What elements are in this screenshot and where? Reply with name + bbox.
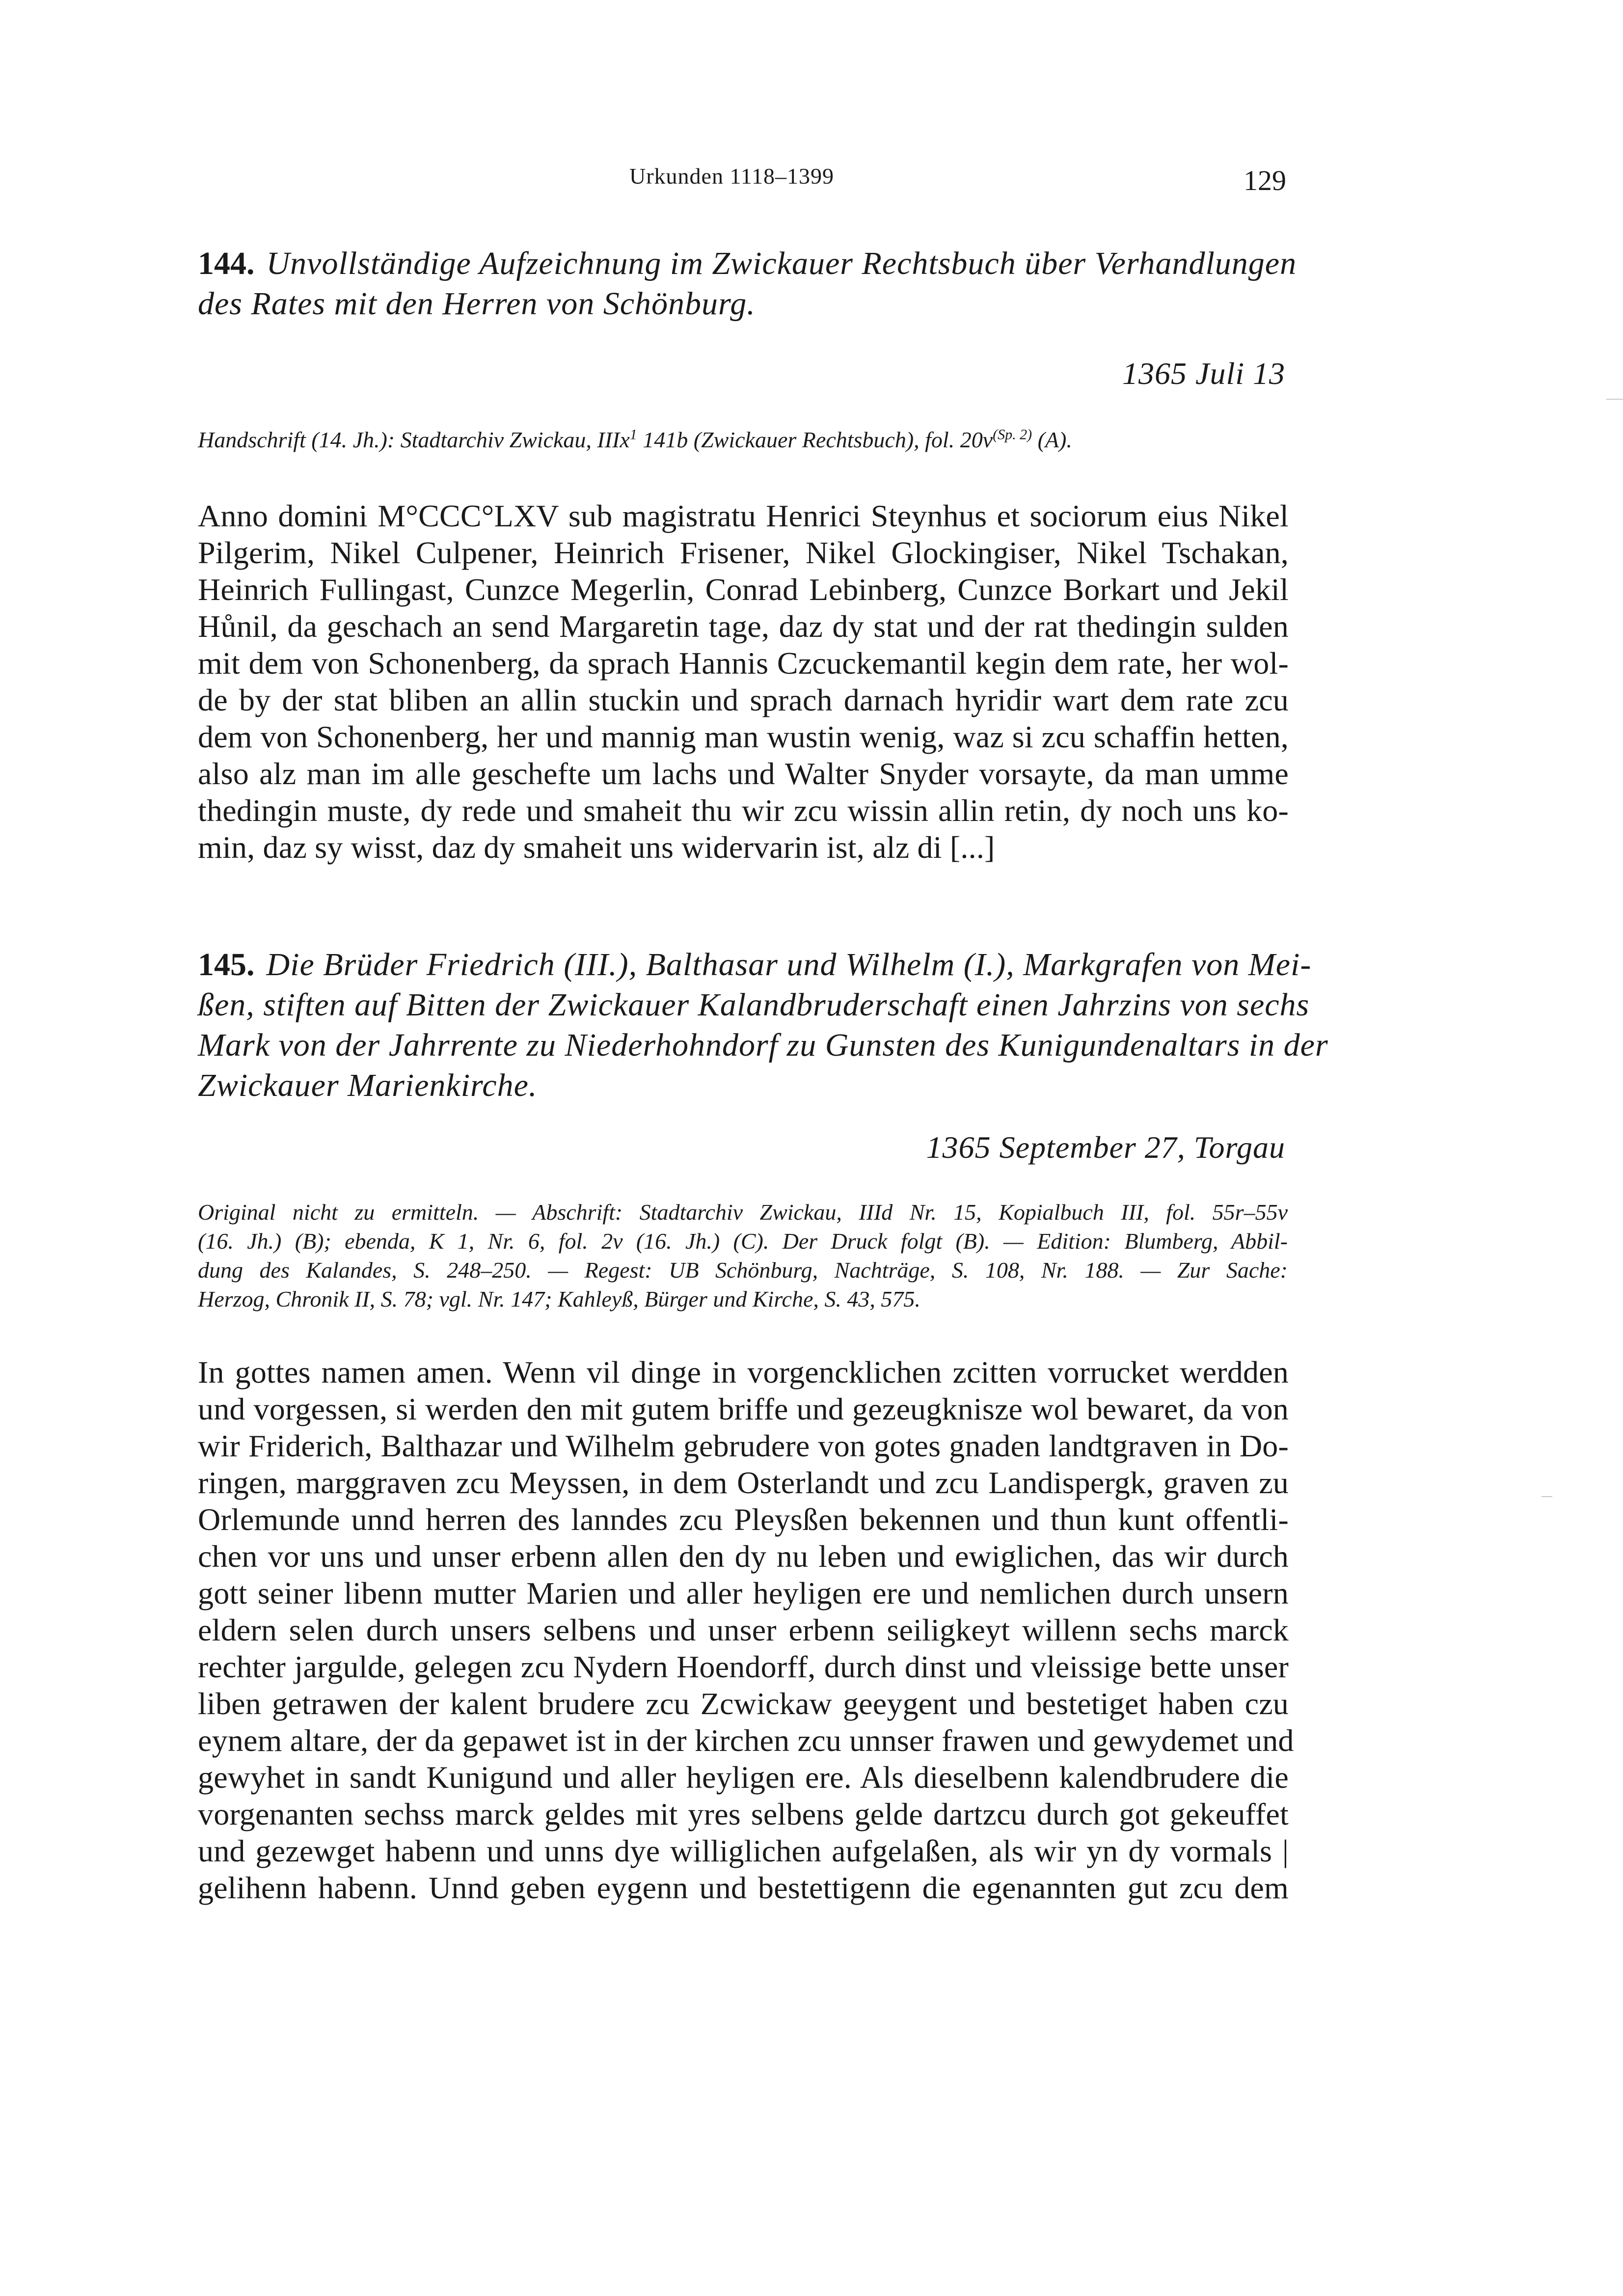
text-line: Heinrich Fullingast, Cunzce Megerlin, Conrad Lebinberg, Cunzce Borkart und Jekil bbox=[198, 572, 1289, 607]
text-line: ringen, marggraven zcu Meyssen, in dem Osterlandt und zcu Landispergk, graven zu bbox=[198, 1465, 1289, 1500]
page-number: 129 bbox=[1244, 164, 1286, 196]
text-line: gelihenn habenn. Unnd geben eygenn und bestettigenn die egenannten gut zcu dem bbox=[198, 1870, 1289, 1905]
entry-date-145: 1365 September 27, Torgau bbox=[926, 1130, 1285, 1165]
source-note-145 bbox=[198, 1198, 1288, 1313]
margin-scan-mark bbox=[1542, 1496, 1552, 1497]
text-line: thedingin muste, dy rede und smaheit thu wir zcu wissin allin retin, dy noch uns ko- bbox=[198, 793, 1289, 828]
source-note-sup: 1 bbox=[629, 426, 637, 443]
text-line: wir Friderich, Balthazar und Wilhelm gebrudere von gotes gnaden landtgraven in Do- bbox=[198, 1428, 1289, 1463]
entry-title-line: des Rates mit den Herren von Schönburg. bbox=[198, 286, 756, 322]
text-line: de by der stat bliben an allin stuckin und sprach darnach hyridir wart dem rate zcu bbox=[198, 683, 1289, 717]
source-note-line: Herzog, Chronik II, S. 78; vgl. Nr. 147; Kahleyß, Bürger und Kirche, S. 43, 575. bbox=[198, 1286, 920, 1312]
source-note-line: Original nicht zu ermitteln. — Abschrift: Stadtarchiv Zwickau, IIId Nr. 15, Kopialbuch III, fol. 55r–55v bbox=[198, 1200, 1288, 1225]
text-line: eldern selen durch unsers selbens und unser erbenn seiligkeyt willenn sechs marck bbox=[198, 1613, 1289, 1647]
margin-scan-mark bbox=[1606, 399, 1623, 400]
source-note-text: 141b (Zwickauer Rechtsbuch), fol. 20v bbox=[637, 427, 993, 452]
entry-title-line bbox=[198, 945, 1312, 985]
entry-title-line: Mark von der Jahrrente zu Niederhohndorf zu Gunsten des Kunigundenaltars in der bbox=[198, 1027, 1328, 1063]
text-line: min, daz sy wisst, daz dy smaheit uns widervarin ist, alz di [...] bbox=[198, 830, 995, 865]
entry-title-line bbox=[198, 244, 1297, 284]
text-line: Pilgerim, Nikel Culpener, Heinrich Frisener, Nikel Glockingiser, Nikel Tschakan, bbox=[198, 535, 1289, 570]
source-note-144 bbox=[198, 425, 1288, 454]
entry-title: Unvollständige Aufzeichnung im Zwickauer Rechtsbuch über Verhandlungen bbox=[266, 246, 1297, 281]
text-line: In gottes namen amen. Wenn vil dinge in vorgencklichen zcitten vorrucket werdden bbox=[198, 1355, 1289, 1390]
source-note-text: Handschrift (14. Jh.): Stadtarchiv Zwickau, IIIx bbox=[198, 427, 630, 452]
text-line: eynem altare, der da gepawet ist in der kirchen zcu unnser frawen und gewydemet und bbox=[198, 1723, 1294, 1758]
entry-number: 145. bbox=[198, 947, 255, 983]
source-note-line: (16. Jh.) (B); ebenda, K 1, Nr. 6, fol. 2v (16. Jh.) (C). Der Druck folgt (B). — Edition: Blumberg, Abbil- bbox=[198, 1229, 1288, 1254]
source-note-text: (A). bbox=[1032, 427, 1072, 452]
text-line: gewyhet in sandt Kunigund und aller heyligen ere. Als dieselbenn kalendbrudere die bbox=[198, 1760, 1289, 1795]
text-line: also alz man im alle geschefte um lachs und Walter Snyder vorsayte, da man umme bbox=[198, 756, 1289, 791]
entry-heading-144 bbox=[198, 244, 1297, 324]
text-line: chen vor uns und unser erbenn allen den dy nu leben und ewiglichen, das wir durch bbox=[198, 1539, 1289, 1574]
text-line: rechter jargulde, gelegen zcu Nydern Hoendorff, durch dinst und vleissige bette unser bbox=[198, 1649, 1289, 1684]
text-line: Anno domini M°CCC°LXV sub magistratu Henrici Steynhus et sociorum eius Nikel bbox=[198, 498, 1289, 533]
running-head: Urkunden 1118–1399 bbox=[629, 164, 835, 189]
entry-date-144: 1365 Juli 13 bbox=[1122, 356, 1285, 391]
text-line: Hůnil, da geschach an send Margaretin tage, daz dy stat und der rat thedingin sulden bbox=[198, 609, 1289, 644]
entry-heading-145 bbox=[198, 945, 1328, 1106]
source-note-sup: (Sp. 2) bbox=[993, 426, 1032, 443]
text-line: und vorgessen, si werden den mit gutem briffe und gezeugknisze wol bewaret, da von bbox=[198, 1392, 1289, 1426]
entry-number: 144. bbox=[198, 246, 255, 281]
text-line: dem von Schonenberg, her und mannig man wustin wenig, waz si zcu schaffin hetten, bbox=[198, 719, 1289, 754]
text-line: Orlemunde unnd herren des lanndes zcu Pleysßen bekennen und thun kunt offentli- bbox=[198, 1502, 1289, 1537]
text-line: mit dem von Schonenberg, da sprach Hannis Czcuckemantil kegin dem rate, her wol- bbox=[198, 646, 1289, 681]
text-line: vorgenanten sechss marck geldes mit yres selbens gelde dartzcu durch got gekeuffet bbox=[198, 1797, 1289, 1831]
document-text-145 bbox=[198, 1354, 1294, 1906]
document-text-144 bbox=[198, 497, 1289, 866]
text-line: gott seiner libenn mutter Marien und aller heyligen ere und nemlichen durch unsern bbox=[198, 1576, 1289, 1611]
text-line: und gezewget habenn und unns dye williglichen aufgelaßen, als wir yn dy vormals | bbox=[198, 1833, 1289, 1868]
entry-title-line: Zwickauer Marienkirche. bbox=[198, 1067, 538, 1103]
text-line: liben getrawen der kalent brudere zcu Zcwickaw geeygent und bestetiget haben czu bbox=[198, 1686, 1289, 1721]
entry-title: Die Brüder Friedrich (III.), Balthasar und Wilhelm (I.), Markgrafen von Mei- bbox=[266, 947, 1312, 983]
entry-title-line: ßen, stiften auf Bitten der Zwickauer Kalandbruderschaft einen Jahrzins von sechs bbox=[198, 987, 1310, 1023]
source-note-line: dung des Kalandes, S. 248–250. — Regest: UB Schönburg, Nachträge, S. 108, Nr. 188. — Zur Sache: bbox=[198, 1257, 1288, 1283]
